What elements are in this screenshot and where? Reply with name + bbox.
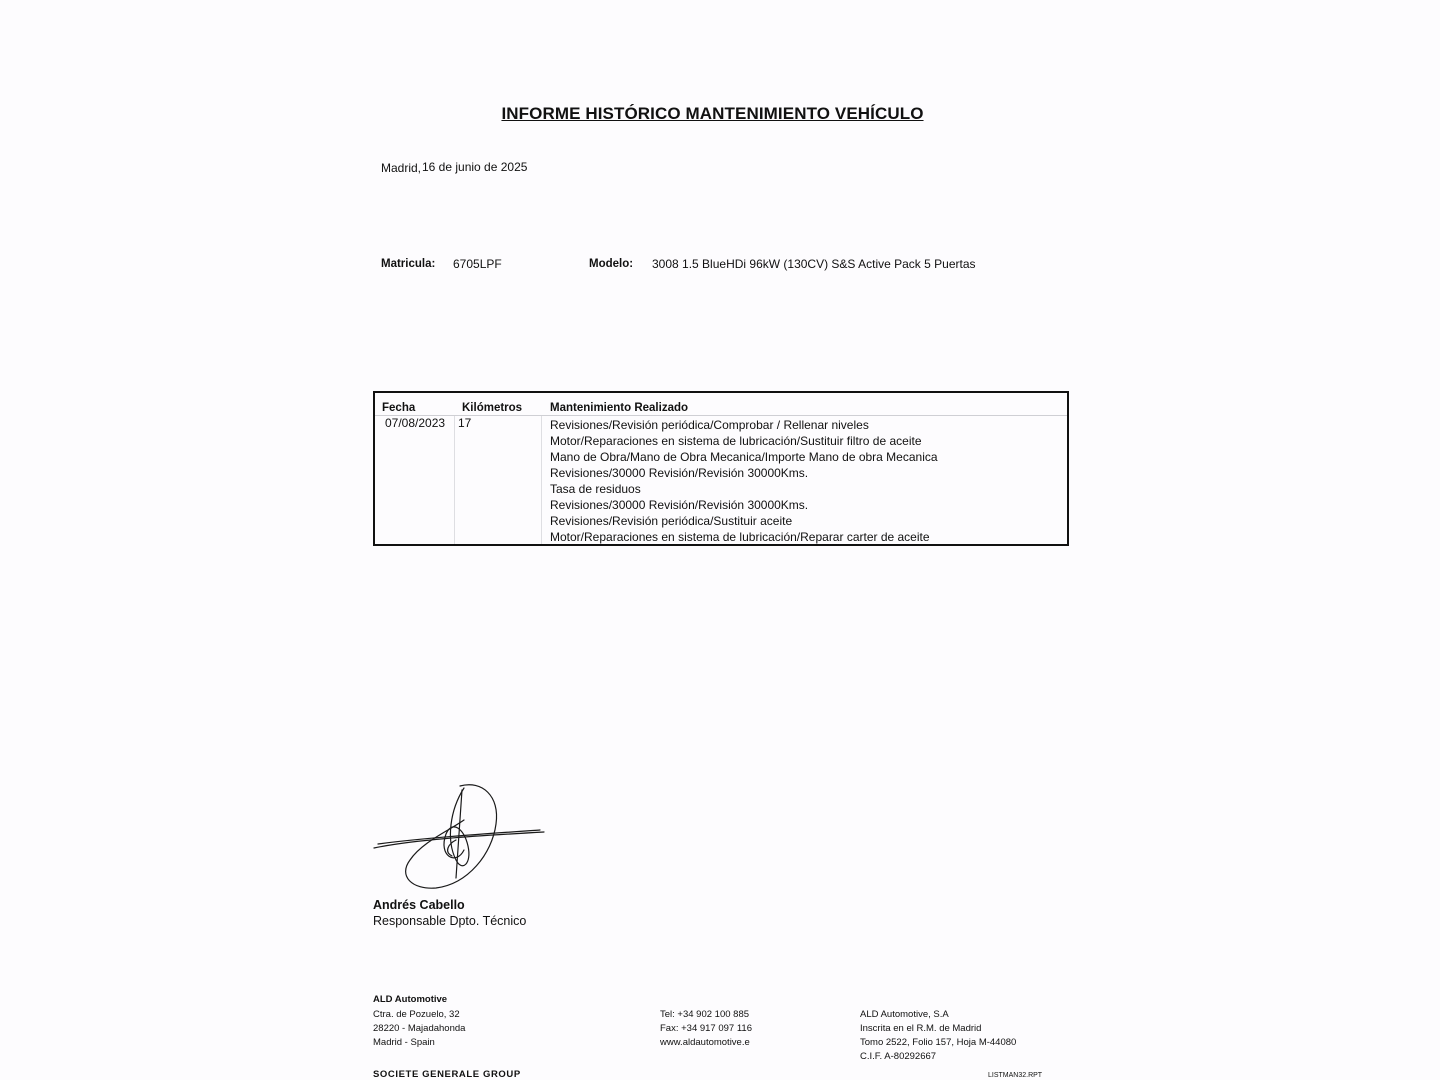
maintenance-item: Revisiones/30000 Revisión/Revisión 30000Kms. <box>550 498 809 512</box>
footer-contact <box>660 1008 752 1050</box>
column-divider <box>454 416 455 544</box>
footer-registry-line: Inscrita en el R.M. de Madrid <box>860 1023 982 1034</box>
header-divider <box>375 415 1067 416</box>
footer-address-line: Madrid - Spain <box>373 1037 435 1048</box>
footer-address <box>373 1008 465 1050</box>
row-date: 07/08/2023 <box>385 416 446 430</box>
maintenance-item: Revisiones/Revisión periódica/Comprobar / Rellenar niveles <box>550 418 869 432</box>
signer-name: Andrés Cabello <box>373 898 465 912</box>
model-value: 3008 1.5 BlueHDi 96kW (130CV) S&S Active Pack 5 Puertas <box>652 257 976 271</box>
footer-registry-line: ALD Automotive, S.A <box>860 1009 949 1020</box>
maintenance-item: Mano de Obra/Mano de Obra Mecanica/Importe Mano de obra Mecanica <box>550 450 938 464</box>
footer-phone: Tel: +34 902 100 885 <box>660 1009 750 1020</box>
maintenance-items-list <box>550 417 938 545</box>
footer-website: www.aldautomotive.e <box>660 1037 750 1048</box>
footer-registry <box>860 1008 1016 1064</box>
footer-registry-line: C.I.F. A-80292667 <box>860 1051 937 1062</box>
footer-group-name: SOCIETE GENERALE GROUP <box>373 1069 521 1080</box>
maintenance-item: Motor/Reparaciones en sistema de lubricación/Sustituir filtro de aceite <box>550 434 922 448</box>
maintenance-item: Revisiones/30000 Revisión/Revisión 30000Kms. <box>550 466 809 480</box>
model-label: Modelo: <box>589 258 634 270</box>
footer-registry-line: Tomo 2522, Folio 157, Hoja M-44080 <box>860 1037 1017 1048</box>
maintenance-item: Motor/Reparaciones en sistema de lubricación/Reparar carter de aceite <box>550 530 930 544</box>
header-km: Kilómetros <box>462 402 523 414</box>
signature-image <box>372 780 547 895</box>
row-km: 17 <box>458 416 472 430</box>
plate-label: Matricula: <box>381 258 436 270</box>
maintenance-item: Tasa de residuos <box>550 482 641 496</box>
footer-fax: Fax: +34 917 097 116 <box>660 1023 752 1034</box>
report-reference: LISTMAN32.RPT <box>988 1072 1043 1079</box>
document-date: 16 de junio de 2025 <box>422 160 528 174</box>
column-divider <box>541 416 542 544</box>
footer-address-line: 28220 - Majadahonda <box>373 1023 466 1034</box>
footer-company: ALD Automotive <box>373 994 448 1005</box>
maintenance-item: Revisiones/Revisión periódica/Sustituir aceite <box>550 514 793 528</box>
plate-value: 6705LPF <box>453 257 502 271</box>
footer-address-line: Ctra. de Pozuelo, 32 <box>373 1009 460 1020</box>
maintenance-table <box>373 391 1069 546</box>
page-title: INFORME HISTÓRICO MANTENIMIENTO VEHÍCULO <box>501 104 924 123</box>
header-maintenance: Mantenimiento Realizado <box>550 402 689 414</box>
signer-role: Responsable Dpto. Técnico <box>373 914 527 928</box>
place-label: Madrid, <box>381 161 422 175</box>
header-date: Fecha <box>382 402 416 414</box>
